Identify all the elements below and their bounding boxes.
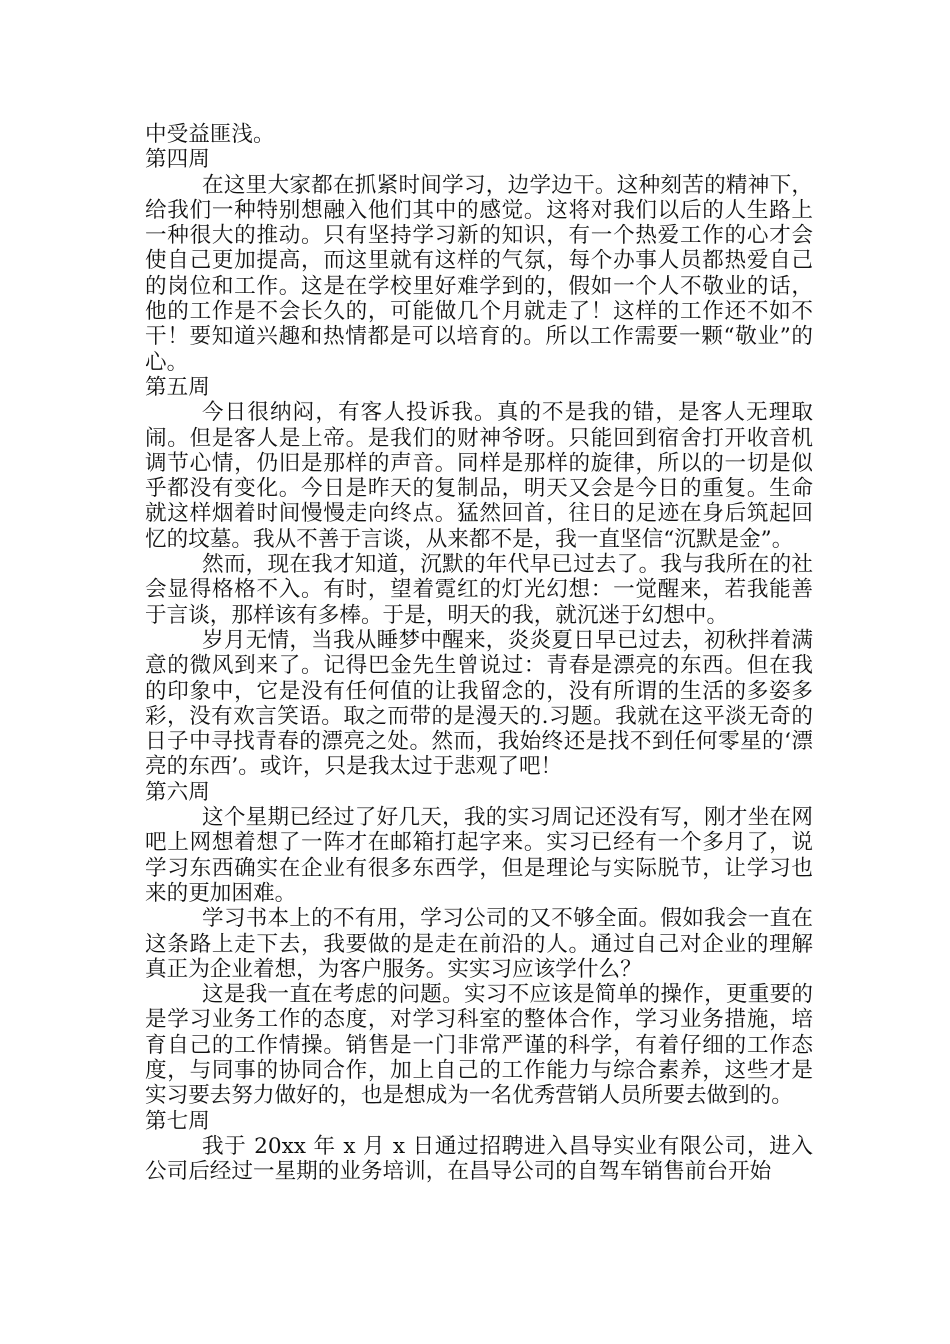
paragraph-continuation: 中受益匪浅。 [145, 122, 275, 147]
paragraph: 今日很纳闷，有客人投诉我。真的不是我的错，是客人无理取闹。但是客人是上帝。是我们的财神爷呀。只能回到宿舍打开收音机调节心情，仍旧是那样的声音。同样是那样的旋律，所以的一切是似乎都没有变化。今日是昨天的复制品，明天又会是今日的重复。生命就这样烟着时间慢慢走向终点。猛然回首，往日的足迹在身后筑起回忆的坟墓。我从不善于言谈，从来都不是，我一直坚信“沉默是金”。 [145, 400, 813, 552]
paragraph: 学习书本上的不有用，学习公司的又不够全面。假如我会一直在这条路上走下去，我要做的是走在前沿的人。通过自己对企业的理解真正为企业着想，为客户服务。实实习应该学什么？ [145, 906, 813, 982]
heading-week-6: 第六周 [145, 779, 210, 805]
paragraph: 这是我一直在考虑的问题。实习不应该是简单的操作，更重要的是学习业务工作的态度，对学习科室的整体合作，学习业务措施，培育自己的工作情操。销售是一门非常严谨的科学，有着仔细的工作态度，与同事的协同合作，加上自己的工作能力与综合素养，这些才是实习要去努力做好的，也是想成为一名优秀营销人员所要去做到的。 [145, 982, 813, 1109]
paragraph: 这个星期已经过了好几天，我的实习周记还没有写，刚才坐在网吧上网想着想了一阵才在邮箱打起字来。实习已经有一个多月了，说学习东西确实在企业有很多东西学，但是理论与实际脱节，让学习也来的更加困难。 [145, 805, 813, 906]
heading-week-5: 第五周 [145, 374, 210, 400]
paragraph: 我于 20xx 年 x 月 x 日通过招聘进入昌导实业有限公司，进入公司后经过一星期的业务培训，在昌导公司的自驾车销售前台开始 [145, 1133, 813, 1185]
paragraph: 在这里大家都在抓紧时间学习，边学边干。这种刻苦的精神下，给我们一种特别想融入他们其中的感觉。这将对我们以后的人生路上一种很大的推动。只有坚持学习新的知识，有一个热爱工作的心才会使自己更加提高，而这里就有这样的气氛，每个办事人员都热爱自己的岗位和工作。这是在学校里好难学到的，假如一个人不敬业的话，他的工作是不会长久的，可能做几个月就走了！这样的工作还不如不干！要知道兴趣和热情都是可以培育的。所以工作需要一颗“敬业”的心。 [145, 172, 813, 375]
paragraph: 岁月无情，当我从睡梦中醒来，炎炎夏日早已过去，初秋拌着满意的微风到来了。记得巴金先生曾说过：青春是漂亮的东西。但在我的印象中，它是没有任何值的让我留念的，没有所谓的生活的多姿多彩，没有欢言笑语。取之而带的是漫天的.习题。我就在这平淡无奇的日子中寻找青春的漂亮之处。然而，我始终还是找不到任何零星的‘漂亮的东西’。或许，只是我太过于悲观了吧！ [145, 627, 813, 780]
heading-week-7: 第七周 [145, 1108, 210, 1134]
paragraph: 然而，现在我才知道，沉默的年代早已过去了。我与我所在的社会显得格格不入。有时，望着霓红的灯光幻想：一觉醒来，若我能善于言谈，那样该有多棒。于是，明天的我，就沉迷于幻想中。 [145, 552, 813, 628]
heading-week-4: 第四周 [145, 147, 210, 173]
document-body [145, 122, 813, 1184]
